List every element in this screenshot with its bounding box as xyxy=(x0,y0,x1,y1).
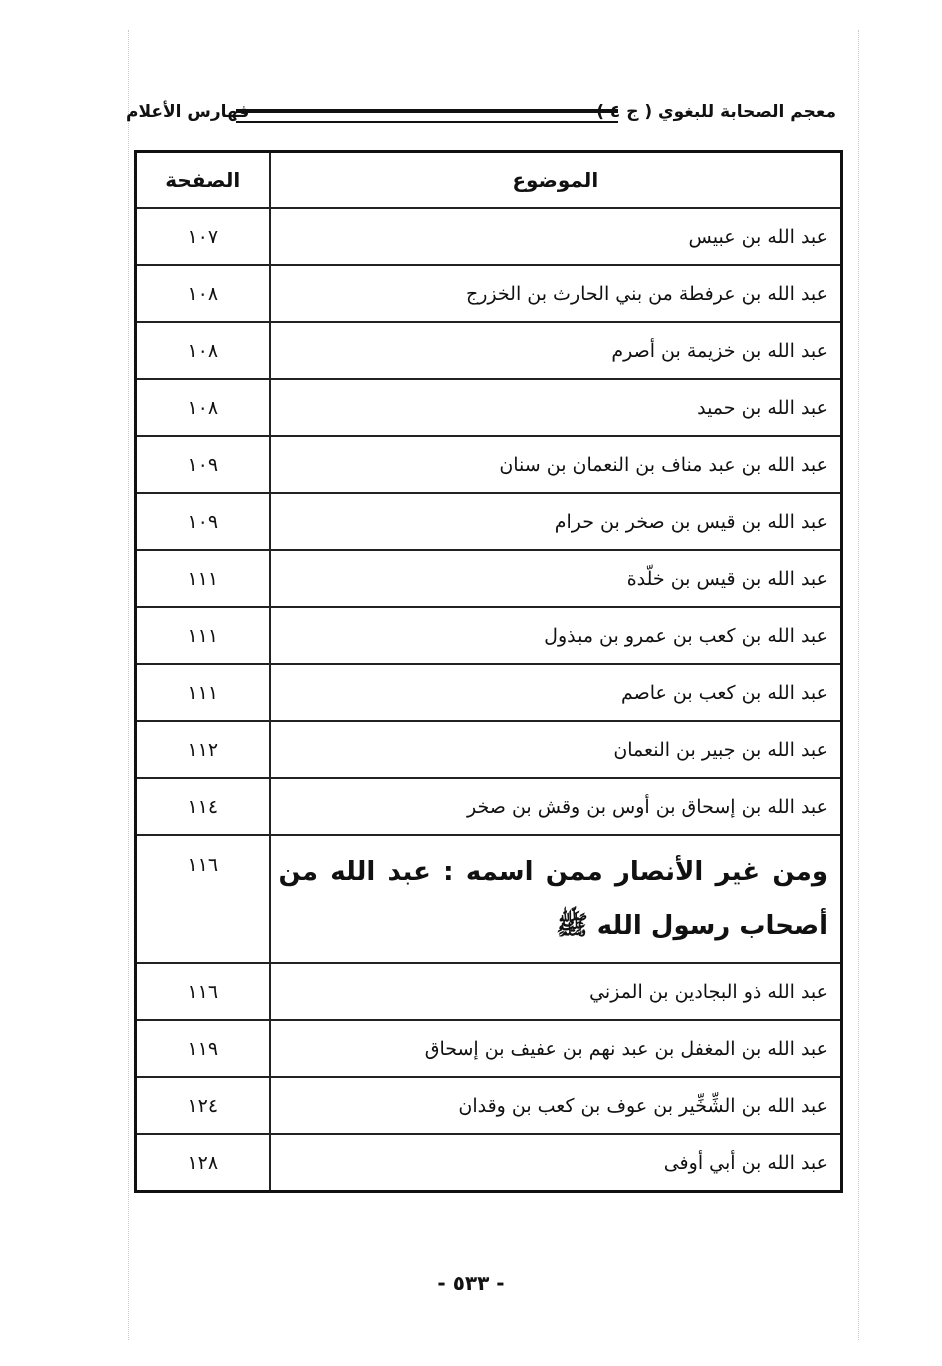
row-page: ١٠٩ xyxy=(136,493,270,550)
row-page: ١٠٧ xyxy=(136,208,270,265)
row-topic: عبد الله بن عبيس xyxy=(270,208,842,265)
row-topic: عبد الله بن إسحاق بن أوس بن وقش بن صخر xyxy=(270,778,842,835)
table-row xyxy=(136,493,842,550)
table-row xyxy=(136,322,842,379)
table-row xyxy=(136,1134,842,1192)
row-page: ١٠٨ xyxy=(136,265,270,322)
table-row xyxy=(136,379,842,436)
section-heading: ومن غير الأنصار ممن اسمه : عبد الله من أصحاب رسول الله ﷺ xyxy=(270,835,842,963)
row-page: ١١٢ xyxy=(136,721,270,778)
row-page: ١١١ xyxy=(136,664,270,721)
scan-artifact-line xyxy=(128,30,129,1340)
table-row xyxy=(136,550,842,607)
row-page: ١٠٨ xyxy=(136,379,270,436)
row-topic: عبد الله بن جبير بن النعمان xyxy=(270,721,842,778)
row-page: ١١٦ xyxy=(136,835,270,963)
header-rule xyxy=(236,109,618,123)
row-topic: عبد الله بن عرفطة من بني الحارث بن الخزرج xyxy=(270,265,842,322)
table-row xyxy=(136,664,842,721)
table-row xyxy=(136,778,842,835)
row-topic: عبد الله بن عبد مناف بن النعمان بن سنان xyxy=(270,436,842,493)
table-row xyxy=(136,721,842,778)
row-page: ١١٦ xyxy=(136,963,270,1020)
row-page: ١٠٩ xyxy=(136,436,270,493)
column-header-topic: الموضوع xyxy=(270,152,842,209)
row-page: ١١١ xyxy=(136,607,270,664)
row-page: ١١١ xyxy=(136,550,270,607)
table-row xyxy=(136,265,842,322)
row-topic: عبد الله بن خزيمة بن أصرم xyxy=(270,322,842,379)
page-number: - ٥٣٣ - xyxy=(437,1271,505,1295)
row-page: ١١٩ xyxy=(136,1020,270,1077)
table-header-row xyxy=(136,152,842,209)
row-topic: عبد الله بن قيس بن صخر بن حرام xyxy=(270,493,842,550)
row-page: ١٠٨ xyxy=(136,322,270,379)
row-topic: عبد الله بن حميد xyxy=(270,379,842,436)
row-page: ١٢٨ xyxy=(136,1134,270,1192)
table-row xyxy=(136,436,842,493)
row-topic: عبد الله بن الشِّخِّير بن عوف بن كعب بن وقدان xyxy=(270,1077,842,1134)
section-title: فهارس الأعلام xyxy=(126,102,250,122)
table-row xyxy=(136,963,842,1020)
row-page: ١٢٤ xyxy=(136,1077,270,1134)
row-topic: عبد الله بن قيس بن خلّدة xyxy=(270,550,842,607)
row-page: ١١٤ xyxy=(136,778,270,835)
table-row xyxy=(136,1077,842,1134)
row-topic: عبد الله ذو البجادين بن المزني xyxy=(270,963,842,1020)
table-row xyxy=(136,208,842,265)
book-title: معجم الصحابة للبغوي ( ج ٤ ) xyxy=(596,102,836,122)
scan-artifact-line xyxy=(858,30,859,1340)
column-header-page: الصفحة xyxy=(136,152,270,209)
section-heading-row xyxy=(136,835,842,963)
table-row xyxy=(136,1020,842,1077)
row-topic: عبد الله بن أبي أوفى xyxy=(270,1134,842,1192)
page-header xyxy=(126,100,836,132)
row-topic: عبد الله بن المغفل بن عبد نهم بن عفيف بن إسحاق xyxy=(270,1020,842,1077)
row-topic: عبد الله بن كعب بن عاصم xyxy=(270,664,842,721)
index-table xyxy=(134,150,843,1193)
row-topic: عبد الله بن كعب بن عمرو بن مبذول xyxy=(270,607,842,664)
table-row xyxy=(136,607,842,664)
